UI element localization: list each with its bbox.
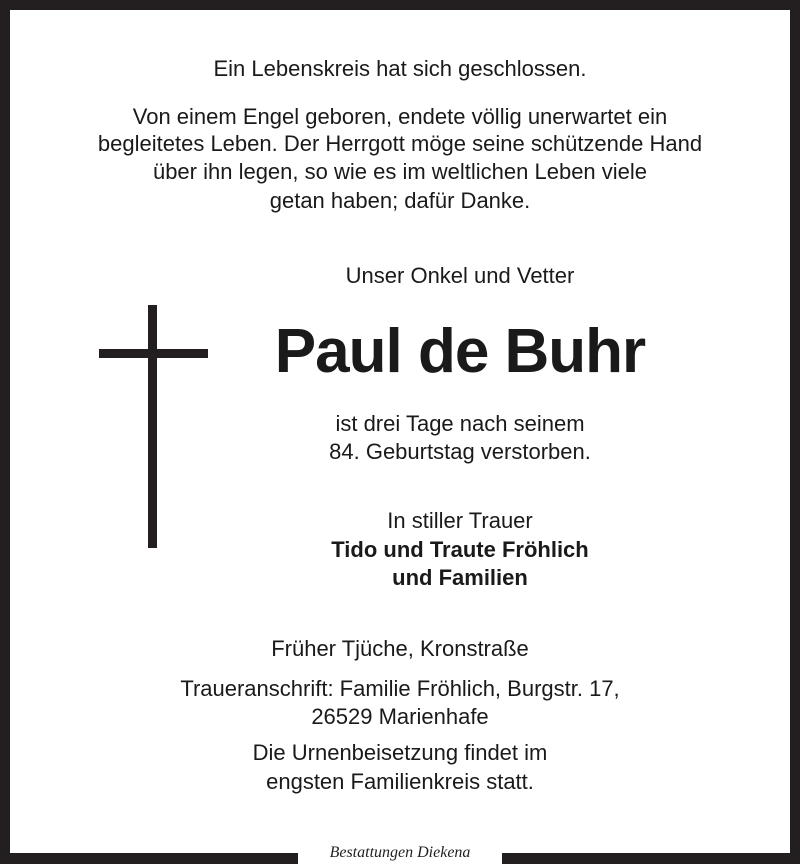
- death-note-line-2: 84. Geburtstag verstorben.: [329, 439, 591, 464]
- burial-note-line-1: Die Urnenbeisetzung findet im: [252, 740, 548, 765]
- cross-icon-horizontal: [99, 349, 208, 358]
- relation-text: Unser Onkel und Vetter: [345, 263, 575, 288]
- mourning-address-line-2: 26529 Marienhafe: [311, 704, 489, 729]
- mourners-intro: In stiller Trauer: [387, 508, 533, 533]
- former-address: Früher Tjüche, Kronstraße: [271, 636, 529, 661]
- mourning-address-line-1: Traueranschrift: Familie Fröhlich, Burgstr. 17,: [180, 676, 620, 701]
- intro-paragraph-line-1: Von einem Engel geboren, endete völlig unerwartet ein: [132, 104, 668, 129]
- burial-note-line-2: engsten Familienkreis statt.: [266, 769, 534, 794]
- cross-icon-vertical: [148, 305, 157, 548]
- intro-line: Ein Lebenskreis hat sich geschlossen.: [213, 56, 587, 81]
- intro-paragraph-line-2: begleitetes Leben. Der Herrgott möge seine schützende Hand: [97, 131, 703, 156]
- mourners-families: und Familien: [392, 565, 528, 590]
- deceased-name: Paul de Buhr: [274, 317, 646, 386]
- funeral-home-label: Bestattungen Diekena: [298, 838, 502, 864]
- intro-paragraph-line-4: getan haben; dafür Danke.: [269, 188, 531, 213]
- death-note-line-1: ist drei Tage nach seinem: [335, 411, 585, 436]
- mourners-names: Tido und Traute Fröhlich: [331, 537, 589, 562]
- intro-paragraph-line-3: über ihn legen, so wie es im weltlichen Leben viele: [152, 159, 648, 184]
